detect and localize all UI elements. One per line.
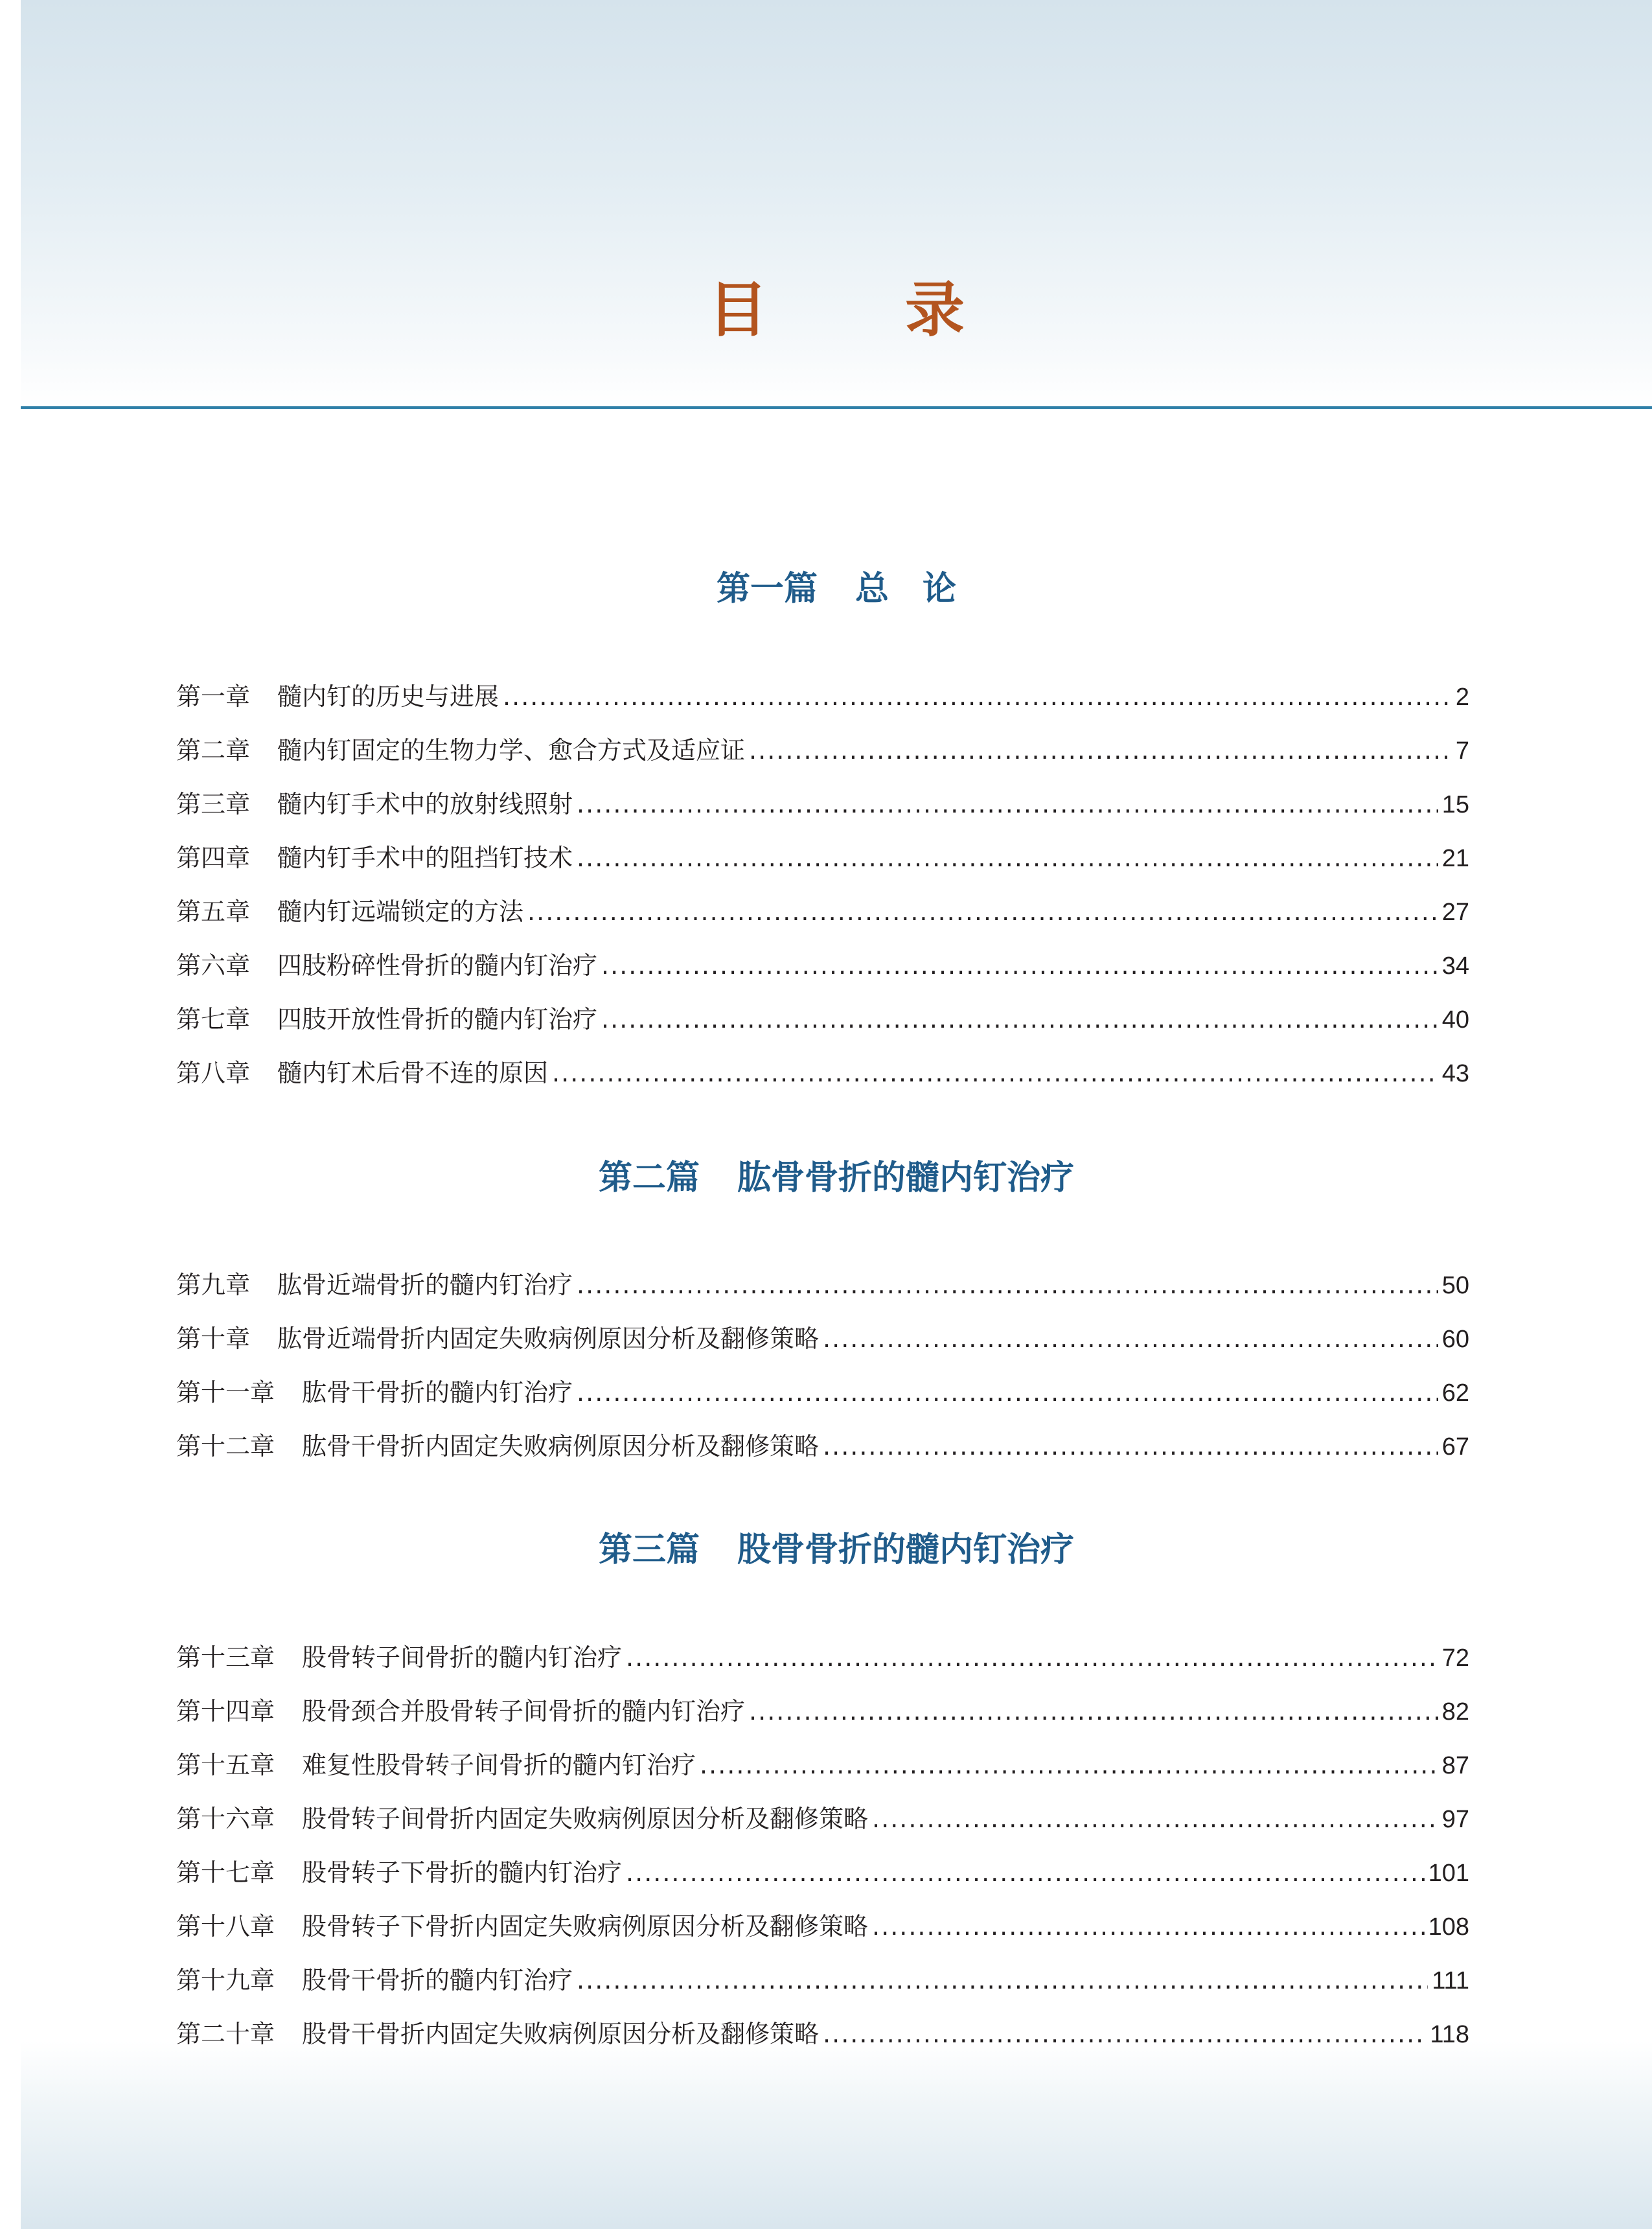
page-number: 2 (1455, 684, 1469, 711)
dot-leader (503, 682, 1452, 711)
part-heading (21, 1522, 1652, 1571)
page-number: 60 (1441, 1326, 1469, 1353)
toc-entry[interactable] (176, 892, 1469, 928)
page-title: 目 录 (707, 275, 1024, 345)
chapter-number: 第二章 (176, 736, 251, 765)
toc-entry[interactable] (176, 1319, 1469, 1355)
chapter-title: 四肢粉碎性骨折的髓内钉治疗 (277, 951, 598, 980)
toc-entry[interactable] (176, 2014, 1469, 2050)
page-number: 111 (1432, 1967, 1469, 1994)
chapter-title: 股骨转子间骨折的髓内钉治疗 (302, 1643, 623, 1672)
chapter-title: 髓内钉固定的生物力学、愈合方式及适应证 (277, 736, 746, 765)
chapter-number: 第六章 (176, 951, 251, 980)
chapter-number: 第五章 (176, 897, 251, 926)
chapter-number: 第十九章 (176, 1966, 275, 1994)
chapter-title: 髓内钉手术中的阻挡钉技术 (277, 844, 573, 872)
chapter-number: 第十三章 (176, 1643, 275, 1672)
page-number: 101 (1428, 1860, 1469, 1887)
chapter-number: 第十五章 (176, 1751, 275, 1779)
chapter-number: 第十二章 (176, 1432, 275, 1461)
chapter-number: 第十七章 (176, 1858, 275, 1887)
part-heading (21, 1150, 1652, 1199)
page-number: 118 (1430, 2021, 1469, 2048)
part-number: 第三篇 (598, 1530, 700, 1569)
page (21, 0, 1652, 2229)
toc-entry[interactable] (176, 1906, 1469, 1943)
chapter-number: 第八章 (176, 1059, 251, 1087)
toc-entry[interactable] (176, 838, 1469, 874)
toc-entry[interactable] (176, 999, 1469, 1035)
part-title: 总 论 (855, 570, 957, 608)
dot-leader (577, 790, 1438, 818)
chapter-number: 第一章 (176, 682, 251, 711)
dot-leader (626, 1643, 1438, 1672)
page-number: 108 (1428, 1913, 1469, 1941)
dot-leader (823, 2020, 1426, 2048)
toc-entry[interactable] (176, 1265, 1469, 1301)
dot-leader (749, 736, 1452, 765)
toc-entry[interactable] (176, 945, 1469, 982)
dot-leader (823, 1324, 1438, 1353)
toc-entry[interactable] (176, 1637, 1469, 1674)
chapter-title: 髓内钉的历史与进展 (277, 682, 499, 711)
header-divider (21, 406, 1652, 409)
page-number: 40 (1441, 1006, 1469, 1034)
toc-entry[interactable] (176, 784, 1469, 820)
page-number: 15 (1441, 791, 1469, 818)
chapter-number: 第九章 (176, 1271, 251, 1299)
dot-leader (700, 1751, 1438, 1779)
page-number: 43 (1441, 1060, 1469, 1087)
page-number: 82 (1441, 1698, 1469, 1726)
toc-entry[interactable] (176, 1745, 1469, 1781)
toc-entry[interactable] (176, 730, 1469, 767)
page-number: 27 (1441, 899, 1469, 926)
dot-leader (749, 1697, 1438, 1726)
part-number: 第一篇 (716, 570, 818, 608)
chapter-number: 第七章 (176, 1005, 251, 1034)
dot-leader (872, 1912, 1425, 1941)
chapter-title: 肱骨近端骨折内固定失败病例原因分析及翻修策略 (277, 1324, 820, 1353)
toc-entry[interactable] (176, 1799, 1469, 1835)
dot-leader (527, 897, 1438, 926)
chapter-title: 股骨转子间骨折内固定失败病例原因分析及翻修策略 (302, 1805, 869, 1833)
toc-entry[interactable] (176, 1053, 1469, 1089)
dot-leader (601, 1005, 1438, 1034)
chapter-title: 肱骨近端骨折的髓内钉治疗 (277, 1271, 573, 1299)
dot-leader (577, 844, 1438, 872)
page-number: 97 (1441, 1806, 1469, 1833)
chapter-title: 髓内钉术后骨不连的原因 (277, 1059, 549, 1087)
page-number: 87 (1441, 1752, 1469, 1779)
chapter-number: 第十四章 (176, 1697, 275, 1726)
toc-entry[interactable] (176, 1372, 1469, 1409)
dot-leader (626, 1858, 1425, 1887)
chapter-title: 四肢开放性骨折的髓内钉治疗 (277, 1005, 598, 1034)
chapter-number: 第四章 (176, 844, 251, 872)
chapter-title: 肱骨干骨折内固定失败病例原因分析及翻修策略 (302, 1432, 820, 1461)
page-number: 34 (1441, 953, 1469, 980)
chapter-number: 第十章 (176, 1324, 251, 1353)
chapter-title: 股骨转子下骨折内固定失败病例原因分析及翻修策略 (302, 1912, 869, 1941)
part-heading (21, 561, 1652, 610)
chapter-title: 股骨干骨折的髓内钉治疗 (302, 1966, 573, 1994)
dot-leader (577, 1271, 1438, 1299)
chapter-title: 股骨颈合并股骨转子间骨折的髓内钉治疗 (302, 1697, 746, 1726)
page-number: 7 (1455, 737, 1469, 765)
dot-leader (823, 1432, 1438, 1461)
dot-leader (577, 1966, 1428, 1994)
chapter-number: 第三章 (176, 790, 251, 818)
part-title: 肱骨骨折的髓内钉治疗 (737, 1159, 1075, 1197)
dot-leader (552, 1059, 1438, 1087)
toc-entry[interactable] (176, 1960, 1469, 1996)
dot-leader (601, 951, 1438, 980)
chapter-title: 髓内钉远端锁定的方法 (277, 897, 524, 926)
page-number: 62 (1441, 1380, 1469, 1407)
page-number: 50 (1441, 1272, 1469, 1299)
toc-entry[interactable] (176, 676, 1469, 713)
toc-entry[interactable] (176, 1853, 1469, 1889)
page-number: 72 (1441, 1645, 1469, 1672)
chapter-number: 第十六章 (176, 1805, 275, 1833)
chapter-title: 股骨转子下骨折的髓内钉治疗 (302, 1858, 623, 1887)
part-title: 股骨骨折的髓内钉治疗 (737, 1530, 1075, 1569)
toc-entry[interactable] (176, 1426, 1469, 1462)
chapter-title: 肱骨干骨折的髓内钉治疗 (302, 1378, 573, 1407)
part-number: 第二篇 (598, 1159, 700, 1197)
chapter-title: 髓内钉手术中的放射线照射 (277, 790, 573, 818)
chapter-number: 第十一章 (176, 1378, 275, 1407)
chapter-title: 股骨干骨折内固定失败病例原因分析及翻修策略 (302, 2020, 820, 2048)
page-number: 67 (1441, 1433, 1469, 1461)
chapter-title: 难复性股骨转子间骨折的髓内钉治疗 (302, 1751, 696, 1779)
chapter-number: 第十八章 (176, 1912, 275, 1941)
dot-leader (872, 1805, 1438, 1833)
page-number: 21 (1441, 845, 1469, 872)
toc-entry[interactable] (176, 1691, 1469, 1727)
chapter-number: 第二十章 (176, 2020, 275, 2048)
dot-leader (577, 1378, 1438, 1407)
footer-band (21, 2041, 1652, 2229)
